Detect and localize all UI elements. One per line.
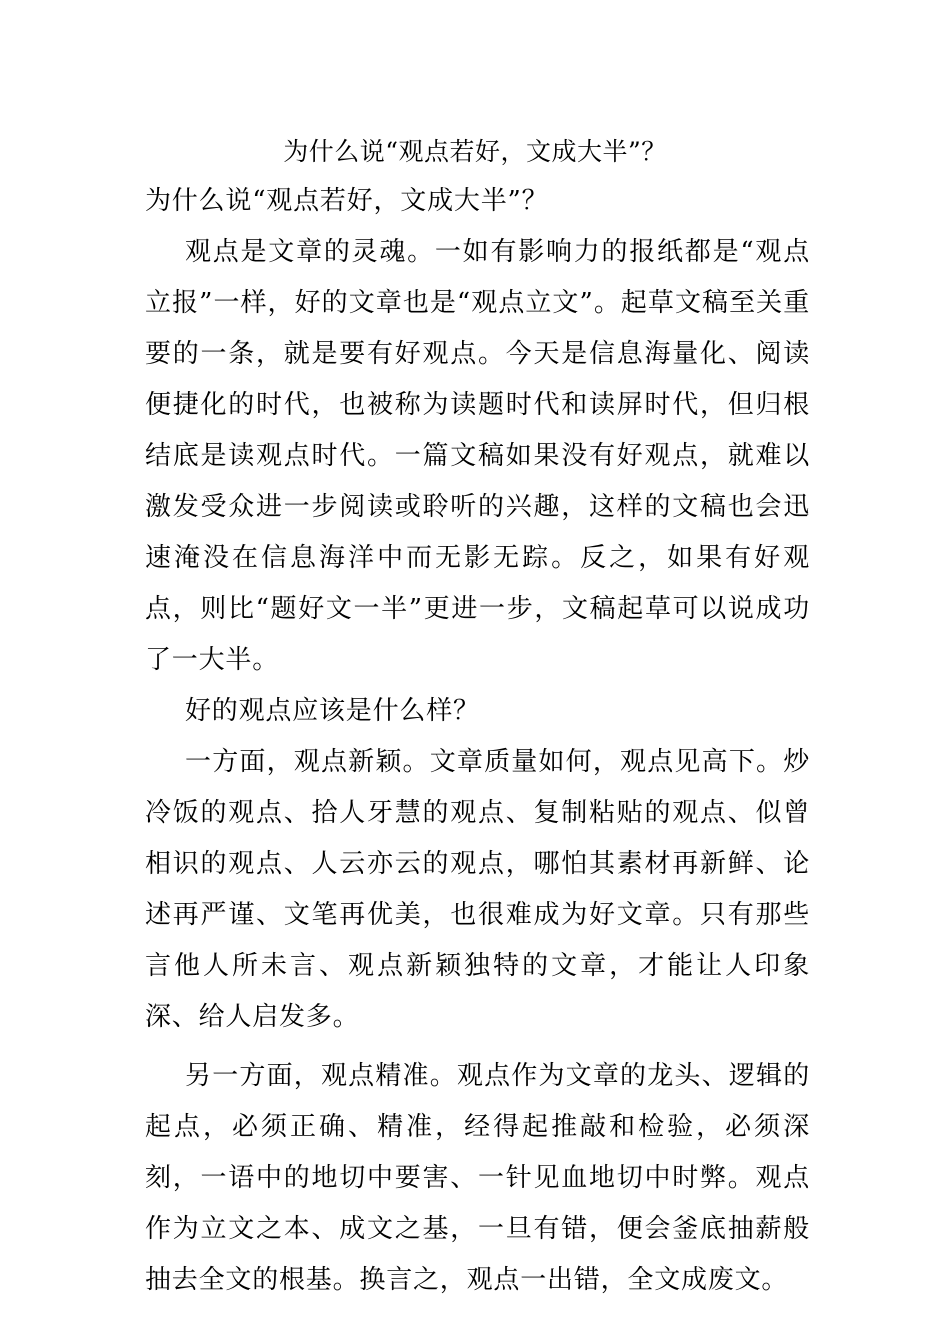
document-title: 为什么说“观点若好，文成大半”？ xyxy=(283,137,667,166)
subheading: 为什么说“观点若好，文成大半”？ xyxy=(145,186,549,216)
document-body xyxy=(145,176,810,1306)
paragraph-intro: 观点是文章的灵魂。一如有影响力的报纸都是“观点立报”一样，好的文章也是“观点立文”。起草文稿至关重要的一条，就是要有好观点。今天是信息海量化、阅读便捷化的时代，也被称为读题时代和读屏时代，但归根结底是读观点时代。一篇文稿如果没有好观点，就难以激发受众进一步阅读或聆听的兴趣，这样的文稿也会迅速淹没在信息海洋中而无影无踪。反之，如果有好观点，则比“题好文一半”更进一步，文稿起草可以说成功了一大半。 xyxy=(145,237,810,675)
paragraph-question: 好的观点应该是什么样？ xyxy=(185,696,480,726)
paragraph-point-novel: 一方面，观点新颖。文章质量如何，观点见高下。炒冷饭的观点、拾人牙慧的观点、复制粘贴的观点、似曾相识的观点、人云亦云的观点，哪怕其素材再新鲜、论述再严谨、文笔再优美，也很难成为好文章。只有那些言他人所未言、观点新颖独特的文章，才能让人印象深、给人启发多。 xyxy=(145,747,810,1032)
paragraph-point-precise: 另一方面，观点精准。观点作为文章的龙头、逻辑的起点，必须正确、精准，经得起推敲和检验，必须深刻，一语中的地切中要害、一针见血地切中时弊。观点作为立文之本、成文之基，一旦有错，便会釜底抽薪般抽去全文的根基。换言之，观点一出错，全文成废文。 xyxy=(145,1061,810,1295)
